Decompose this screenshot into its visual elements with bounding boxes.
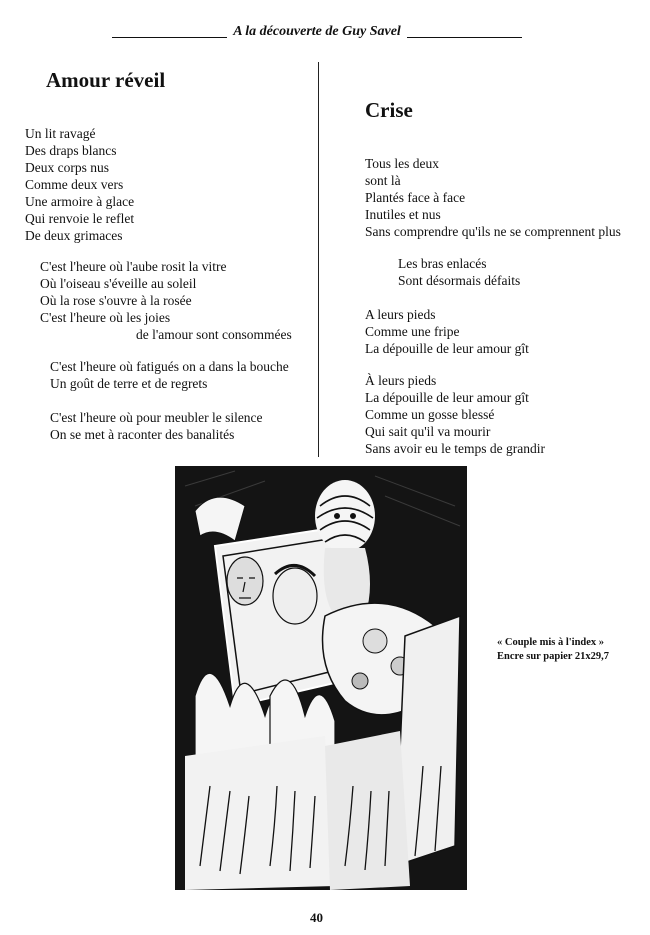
poem-line: Qui sait qu'il va mourir — [365, 424, 491, 439]
running-header — [112, 22, 522, 42]
poem-line: On se met à raconter des banalités — [50, 427, 235, 442]
page-number: 40 — [310, 910, 323, 925]
stanza-left-1 — [25, 125, 134, 244]
poem-line: Plantés face à face — [365, 190, 466, 205]
poem-line: C'est l'heure où fatigués on a dans la bouche — [50, 359, 289, 374]
poem-line: sont là — [365, 173, 401, 188]
poem-line: C'est l'heure où les joies — [40, 310, 171, 325]
caption-medium: Encre sur papier 21x29,7 — [497, 651, 610, 662]
poem-line: C'est l'heure où pour meubler le silence — [50, 410, 263, 425]
poem-line: Comme une fripe — [365, 324, 460, 339]
poem-line: La dépouille de leur amour gît — [365, 341, 529, 356]
poem-line: Deux corps nus — [25, 160, 109, 175]
poem-line: Sans avoir eu le temps de grandir — [365, 441, 545, 456]
poem-line: Sans comprendre qu'ils ne se comprennent plus — [365, 224, 621, 239]
ink-drawing-couple-icon — [175, 466, 467, 890]
header-rule-right — [407, 27, 522, 38]
poem-line: Des draps blancs — [25, 143, 117, 158]
header-rule-left — [112, 27, 227, 38]
poem-line: Comme un gosse blessé — [365, 407, 495, 422]
poem-line: Qui renvoie le reflet — [25, 211, 135, 226]
poem-line: Les bras enlacés — [398, 256, 487, 271]
poem-line: de l'amour sont consommées — [136, 327, 292, 342]
poem-line: De deux grimaces — [25, 228, 123, 243]
poem-line: A leurs pieds — [365, 307, 436, 322]
poem-line: Comme deux vers — [25, 177, 124, 192]
poem-title-crise: Crise — [365, 98, 413, 122]
poem-line: Sont désormais défaits — [398, 273, 521, 288]
header-title: A la découverte de Guy Savel — [233, 24, 401, 39]
artwork-caption — [497, 636, 609, 664]
poem-line: Où l'oiseau s'éveille au soleil — [40, 276, 197, 291]
stanza-right-2 — [398, 255, 520, 289]
poem-line: Inutiles et nus — [365, 207, 441, 222]
poem-line: Un lit ravagé — [25, 126, 96, 141]
column-divider — [318, 62, 319, 457]
stanza-right-3 — [365, 306, 529, 357]
caption-title: « Couple mis à l'index » — [497, 637, 605, 648]
poem-line: Tous les deux — [365, 156, 440, 171]
stanza-left-4 — [50, 409, 263, 443]
poem-line: Un goût de terre et de regrets — [50, 376, 208, 391]
stanza-left-2 — [40, 258, 292, 343]
stanza-right-4 — [365, 372, 545, 457]
poem-line: À leurs pieds — [365, 373, 437, 388]
poem-line: Une armoire à glace — [25, 194, 135, 209]
poem-title-amour-reveil: Amour réveil — [46, 68, 166, 92]
poem-line: La dépouille de leur amour gît — [365, 390, 529, 405]
poem-line: Où la rose s'ouvre à la rosée — [40, 293, 192, 308]
stanza-right-1 — [365, 155, 621, 240]
stanza-left-3 — [50, 358, 289, 392]
poem-line: C'est l'heure où l'aube rosit la vitre — [40, 259, 227, 274]
